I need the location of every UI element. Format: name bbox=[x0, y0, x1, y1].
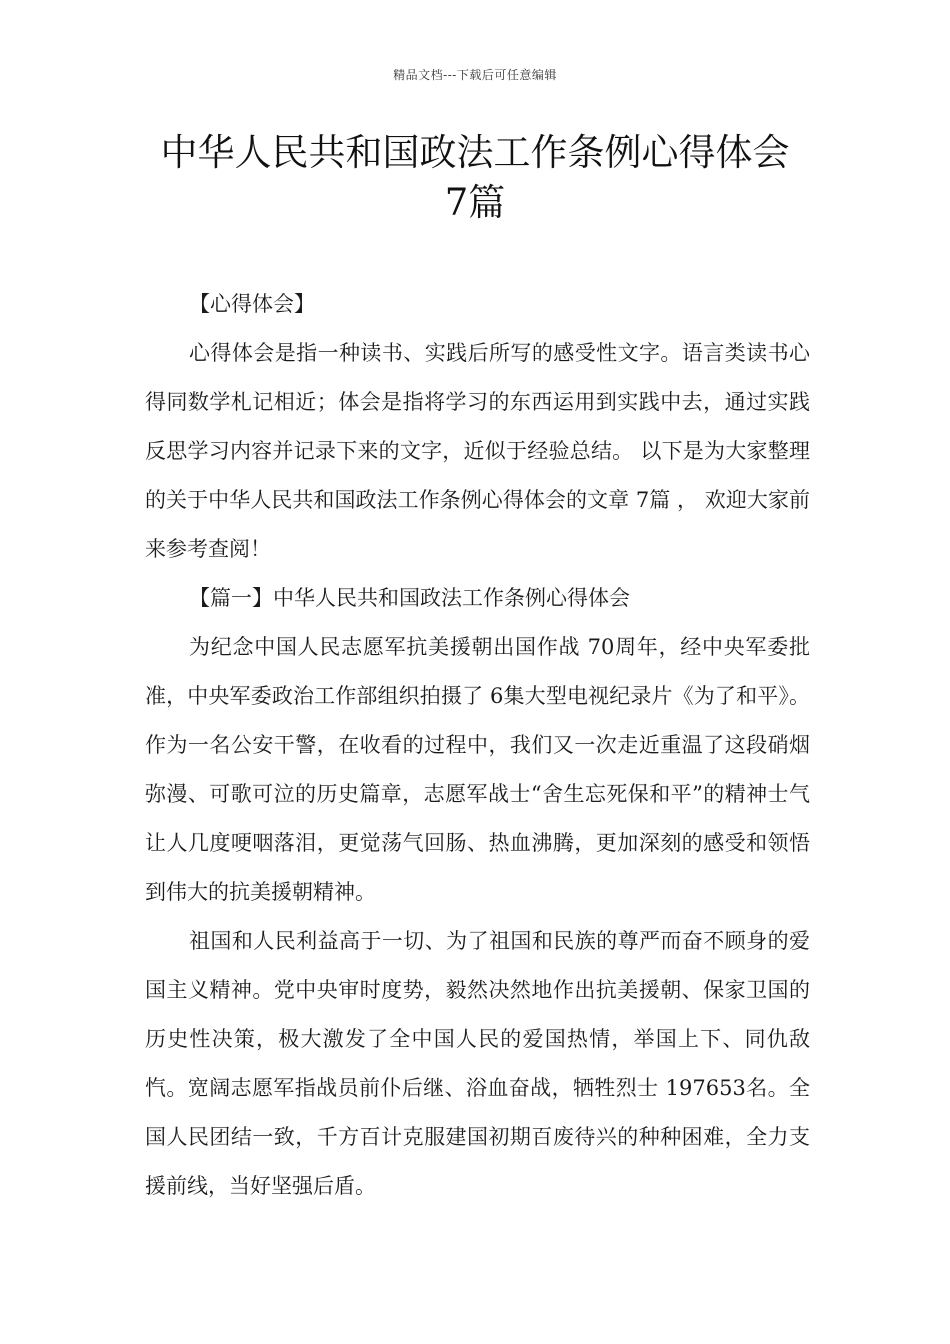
document-title bbox=[100, 128, 850, 228]
title-line-2: 7篇 bbox=[444, 181, 506, 224]
header-note: 精品文档---下载后可任意编辑 bbox=[393, 68, 557, 82]
paragraph-part1-1: 为纪念中国人民志愿军抗美援朝出国作战 70周年，经中央军委批准，中央军委政治工作部组织拍摄了 6集大型电视纪录片《为了和平》。作为一名公安干警，在收看的过程中，我们又一次走近重温了这段硝烟弥漫、可歌可泣的历史篇章，志愿军战士“舍生忘死保和平”的精神士气让人几度哽咽落泪，更觉荡气回肠、热血沸腾，更加深刻的感受和领悟到伟大的抗美援朝精神。 bbox=[145, 635, 810, 904]
title-line-1: 中华人民共和国政法工作条例心得体会 bbox=[160, 131, 790, 174]
section-heading-part1: 【篇一】中华人民共和国政法工作条例心得体会 bbox=[189, 586, 630, 610]
paragraph-intro: 心得体会是指一种读书、实践后所写的感受性文字。语言类读书心得同数学札记相近；体会是指将学习的东西运用到实践中去，通过实践反思学习内容并记录下来的文字，近似于经验总结。 以下是为大家整理的关于中华人民共和国政法工作条例心得体会的文章 7篇 ， 欢迎大家前来参考查阅！ bbox=[145, 341, 810, 561]
document-body bbox=[145, 280, 810, 1211]
paragraph-part1-2: 祖国和人民利益高于一切、为了祖国和民族的尊严而奋不顾身的爱国主义精神。党中央审时度势，毅然决然地作出抗美援朝、保家卫国的历史性决策，极大激发了全中国人民的爱国热情，举国上下、同仇敌忾。宽阔志愿军指战员前仆后继、浴血奋战，牺牲烈士 197653名。全国人民团结一致，千方百计克服建国初期百废待兴的种种困难，全力支援前线，当好坚强后盾。 bbox=[145, 929, 810, 1198]
section-heading-intro: 【心得体会】 bbox=[189, 292, 315, 316]
